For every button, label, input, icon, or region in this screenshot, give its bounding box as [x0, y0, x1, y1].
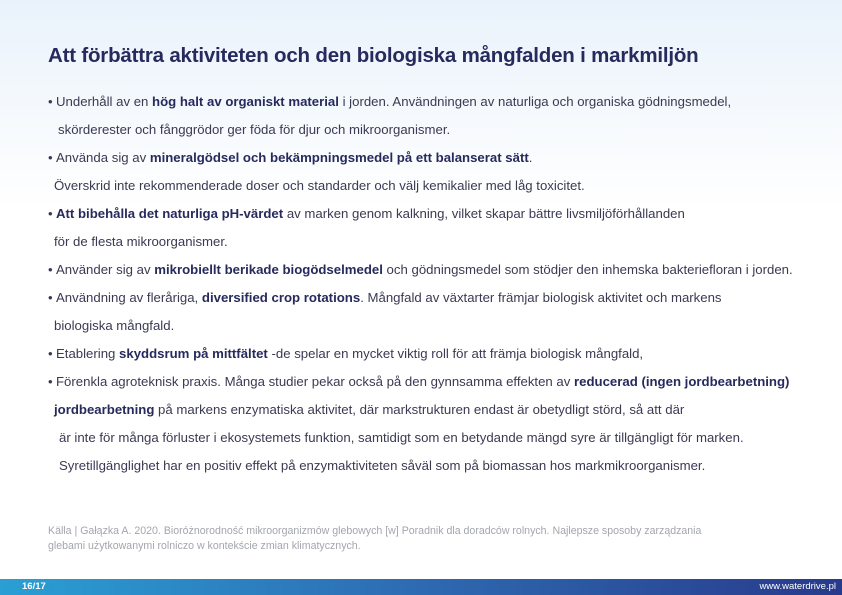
bold-text: diversified crop rotations — [201, 290, 361, 305]
text: -de spelar en mycket viktig roll för att främja biologisk mångfald, — [267, 346, 644, 361]
text: Använda sig av — [56, 150, 150, 165]
bullet-line — [48, 150, 532, 165]
source-citation — [48, 524, 818, 554]
bold-text: reducerad (ingen jordbearbetning) — [574, 374, 790, 389]
text: . — [528, 150, 533, 165]
text: Överskrid inte rekommenderade doser och standarder och välj kemikalier med låg toxicitet. — [54, 178, 585, 193]
page-number: 16/17 — [22, 581, 46, 592]
bullet-dot: • — [48, 206, 53, 221]
bullet-dot: • — [48, 374, 53, 389]
bullet-line — [48, 262, 793, 277]
bullet-line — [48, 94, 731, 109]
slide-title: Att förbättra aktiviteten och den biologiska mångfalden i markmiljön — [48, 44, 699, 67]
bold-text: hög halt av organiskt material — [152, 94, 339, 109]
bullet-dot: • — [48, 346, 53, 361]
bullet-dot: • — [48, 150, 53, 165]
bullet-line — [48, 206, 685, 221]
text: Syretillgänglighet har en positiv effekt på enzymaktiviteten såväl som på biomassan hos markmikroorganismer. — [59, 458, 706, 473]
source-line: Källa | Gałązka A. 2020. Bioróżnorodność mikroorganizmów glebowych [w] Poradnik dla doradców rolnych. Najlepsze sposoby zarządzania — [48, 525, 702, 537]
text: för de flesta mikroorganismer. — [54, 234, 228, 249]
text: Förenkla agroteknisk praxis. Många studier pekar också på den gynnsamma effekten av — [56, 374, 575, 389]
text: av marken genom kalkning, vilket skapar bättre livsmiljöförhållanden — [283, 206, 685, 221]
website-link[interactable]: www.waterdrive.pl — [759, 581, 836, 592]
text: och gödningsmedel som stödjer den inhemska bakteriefloran i jorden. — [382, 262, 793, 277]
bullet-dot: • — [48, 94, 53, 109]
text: Etablering — [56, 346, 120, 361]
bullet-line — [58, 122, 450, 137]
footer-bar — [0, 579, 842, 595]
bullet-line — [54, 178, 585, 193]
bullet-line — [54, 234, 228, 249]
text: i jorden. Användningen av naturliga och organiska gödningsmedel, — [338, 94, 732, 109]
text: på markens enzymatiska aktivitet, där markstrukturen endast är obetydligt störd, så att där — [154, 402, 685, 417]
text: Användning av fleråriga, — [56, 290, 202, 305]
bullet-line — [59, 430, 744, 445]
bold-text: Att bibehålla det naturliga pH-värdet — [56, 206, 284, 221]
bullet-line — [54, 318, 174, 333]
bullet-line — [48, 290, 722, 305]
bullet-dot: • — [48, 290, 53, 305]
bullet-dot: • — [48, 262, 53, 277]
bold-text: mikrobiellt berikade biogödselmedel — [154, 262, 383, 277]
text: är inte för många förluster i ekosystemets funktion, samtidigt som en betydande mängd syre är tillgängligt för marken. — [59, 430, 744, 445]
text: Underhåll av en — [56, 94, 153, 109]
text: Använder sig av — [56, 262, 155, 277]
bold-text: mineralgödsel och bekämpningsmedel på ett balanserat sätt — [149, 150, 529, 165]
bullet-line — [48, 346, 643, 361]
bold-text: skyddsrum på mittfältet — [119, 346, 268, 361]
text: biologiska mångfald. — [54, 318, 175, 333]
source-line: glebami użytkowanymi rolniczo w kontekście zmian klimatycznych. — [48, 540, 361, 552]
bullet-line — [54, 402, 684, 417]
bold-text: jordbearbetning — [54, 402, 155, 417]
bullet-line — [59, 458, 705, 473]
text: . Mångfald av växtarter främjar biologisk aktivitet och markens — [360, 290, 722, 305]
bullet-line — [48, 374, 789, 389]
text: skörderester och fånggrödor ger föda för djur och mikroorganismer. — [58, 122, 451, 137]
